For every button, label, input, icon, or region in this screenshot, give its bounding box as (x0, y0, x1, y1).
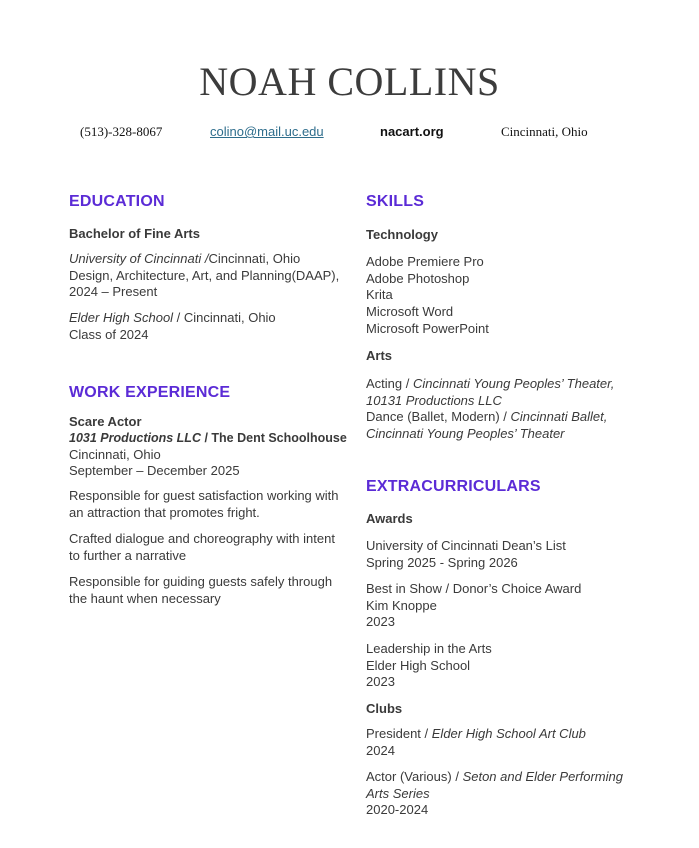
acting-label: Acting / (366, 376, 413, 391)
award-line: University of Cincinnati Dean’s List (366, 538, 566, 553)
extracurriculars-heading: EXTRACURRICULARS (366, 478, 541, 495)
arts-list (366, 376, 614, 443)
education-heading: EDUCATION (69, 193, 165, 210)
hs-class: Class of 2024 (69, 326, 149, 342)
location: Cincinnati, Ohio (501, 124, 588, 139)
technology-list (366, 254, 489, 338)
list-item: Microsoft Word (366, 304, 454, 320)
acting-orgs-cont: 10131 Productions LLC (366, 392, 502, 408)
club-role: President / (366, 726, 432, 741)
dance-orgs: Cincinnati Ballet, (510, 409, 608, 425)
uc-school: University of Cincinnati / (69, 251, 209, 266)
work-venue: / The Dent Schoolhouse (200, 431, 347, 445)
award-line: Elder High School (366, 657, 471, 673)
website-link[interactable]: nacart.org (380, 124, 444, 139)
clubs-heading: Clubs (366, 701, 403, 716)
list-item: Adobe Premiere Pro (366, 254, 484, 269)
club-org: Seton and Elder Performing (462, 769, 623, 784)
work-bullet-1-line: an attraction that promotes fright. (69, 504, 260, 520)
education-hs (69, 310, 276, 343)
awards-heading: Awards (366, 511, 413, 526)
hs-school: Elder High School (69, 310, 174, 325)
acting-orgs: Cincinnati Young Peoples’ Theater, (412, 376, 615, 391)
work-bullet-3-line: the haunt when necessary (69, 590, 221, 606)
phone-number: (513)-328-8067 (80, 124, 163, 139)
email-link[interactable]: colino@mail.uc.edu (210, 124, 324, 139)
list-item: Microsoft PowerPoint (366, 320, 489, 336)
club-role: Actor (Various) / (366, 769, 463, 784)
work-bullet-1 (69, 488, 339, 521)
award-3 (366, 641, 492, 691)
work-heading: WORK EXPERIENCE (69, 384, 231, 401)
award-line: Spring 2025 - Spring 2026 (366, 554, 518, 570)
work-bullet-3-line: Responsible for guiding guests safely through (69, 574, 333, 589)
uc-college: Design, Architecture, Art, and Planning(DAAP), (69, 267, 340, 283)
degree-title: Bachelor of Fine Arts (69, 226, 200, 241)
club-year: 2020-2024 (366, 802, 429, 818)
award-line: 2023 (366, 674, 395, 690)
skills-heading: SKILLS (366, 193, 425, 210)
work-city: Cincinnati, Ohio (69, 446, 161, 462)
resume-name: NOAH COLLINS (199, 59, 500, 104)
list-item: Krita (366, 287, 393, 303)
work-dates: September – December 2025 (69, 463, 240, 479)
work-bullet-2-line: to further a narrative (69, 547, 187, 563)
dance-label: Dance (Ballet, Modern) / (366, 409, 511, 425)
list-item: Adobe Photoshop (366, 270, 470, 286)
award-line: 2023 (366, 614, 395, 630)
work-role: Scare Actor (69, 414, 142, 429)
uc-dates: 2024 – Present (69, 284, 158, 300)
technology-heading: Technology (366, 227, 438, 242)
arts-heading: Arts (366, 348, 393, 363)
club-org-cont: Arts Series (366, 785, 430, 801)
work-bullet-2 (69, 531, 335, 564)
award-line: Best in Show / Donor’s Choice Award (366, 581, 582, 596)
hs-city: / Cincinnati, Ohio (173, 310, 276, 325)
club-1 (366, 726, 586, 759)
dance-orgs-cont: Cincinnati Young Peoples’ Theater (366, 426, 565, 442)
award-1 (366, 538, 566, 571)
work-details (69, 430, 347, 480)
club-year: 2024 (366, 742, 395, 758)
work-bullet-3 (69, 574, 332, 607)
award-2 (366, 581, 581, 631)
uc-city: Cincinnati, Ohio (208, 251, 301, 266)
education-uc (69, 251, 339, 301)
work-company: 1031 Productions LLC (69, 431, 201, 445)
award-line: Leadership in the Arts (366, 641, 492, 656)
club-org: Elder High School Art Club (431, 726, 586, 741)
award-line: Kim Knoppe (366, 597, 437, 613)
club-2 (366, 769, 623, 819)
work-bullet-1-line: Responsible for guest satisfaction working with (69, 488, 339, 503)
work-bullet-2-line: Crafted dialogue and choreography with intent (69, 531, 335, 546)
